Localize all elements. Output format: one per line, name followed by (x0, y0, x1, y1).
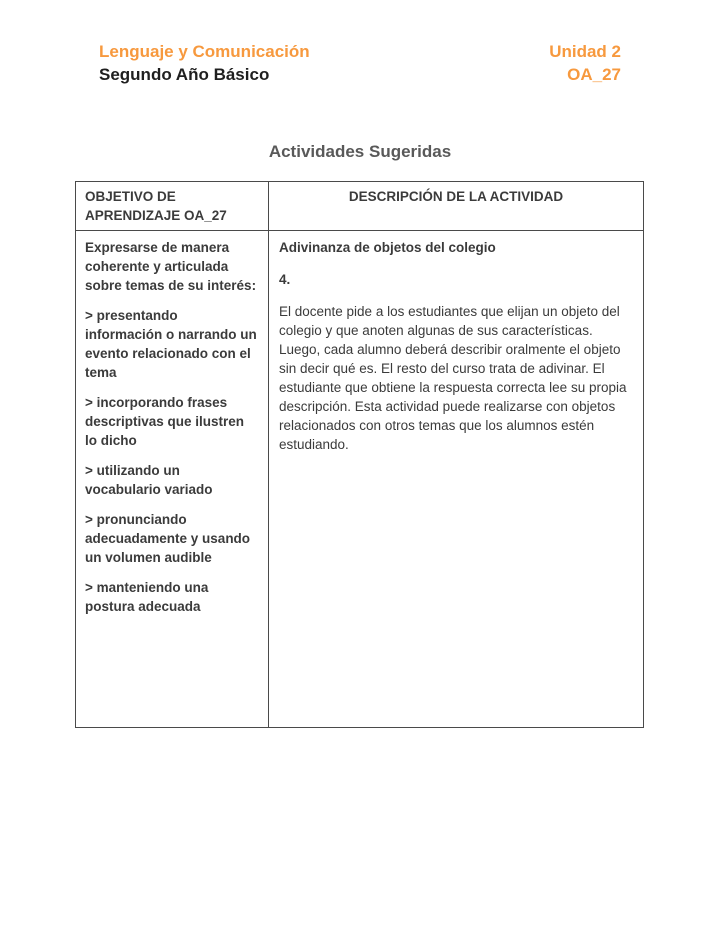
unit-label: Unidad 2 (549, 42, 621, 61)
table-header-row (76, 182, 644, 231)
activity-description: El docente pide a los estudiantes que elijan un objeto del colegio y que anoten algunas de sus características. Luego, cada alumno deberá describir oralmente el objeto sin decir qué es. El resto del curso trata de adivinar. El estudiante que obtiene la respuesta correcta lee su propia descripción. Esta actividad puede realizarse con objetos relacionados con otros temas que los alumnos estén estudiando. (279, 304, 627, 452)
activity-number: 4. (279, 272, 291, 287)
objective-bullet: > incorporando frases descriptivas que ilustren lo dicho (85, 395, 245, 448)
header-left-block (99, 40, 310, 86)
objective-bullet: > utilizando un vocabulario variado (85, 463, 213, 497)
page-title: Actividades Sugeridas (268, 142, 452, 161)
activities-table (75, 181, 644, 728)
objective-column-header: OBJETIVO DE APRENDIZAJE OA_27 (76, 182, 269, 231)
subject-title: Lenguaje y Comunicación (99, 42, 310, 61)
description-column-header: DESCRIPCIÓN DE LA ACTIVIDAD (269, 182, 644, 231)
activity-title: Adivinanza de objetos del colegio (279, 240, 496, 255)
objective-bullet: > manteniendo una postura adecuada (85, 580, 209, 614)
objective-bullet: > pronunciando adecuadamente y usando un volumen audible (85, 512, 251, 565)
document-header (99, 40, 621, 86)
table-body-row (76, 231, 644, 728)
grade-title: Segundo Año Básico (99, 65, 270, 84)
objective-intro: Expresarse de manera coherente y articulada sobre temas de su interés: (85, 240, 257, 293)
objective-bullet: > presentando información o narrando un evento relacionado con el tema (85, 308, 257, 380)
objective-cell (76, 231, 269, 728)
activity-cell (269, 231, 644, 728)
oa-code-label: OA_27 (567, 65, 621, 84)
header-right-block (549, 40, 621, 86)
